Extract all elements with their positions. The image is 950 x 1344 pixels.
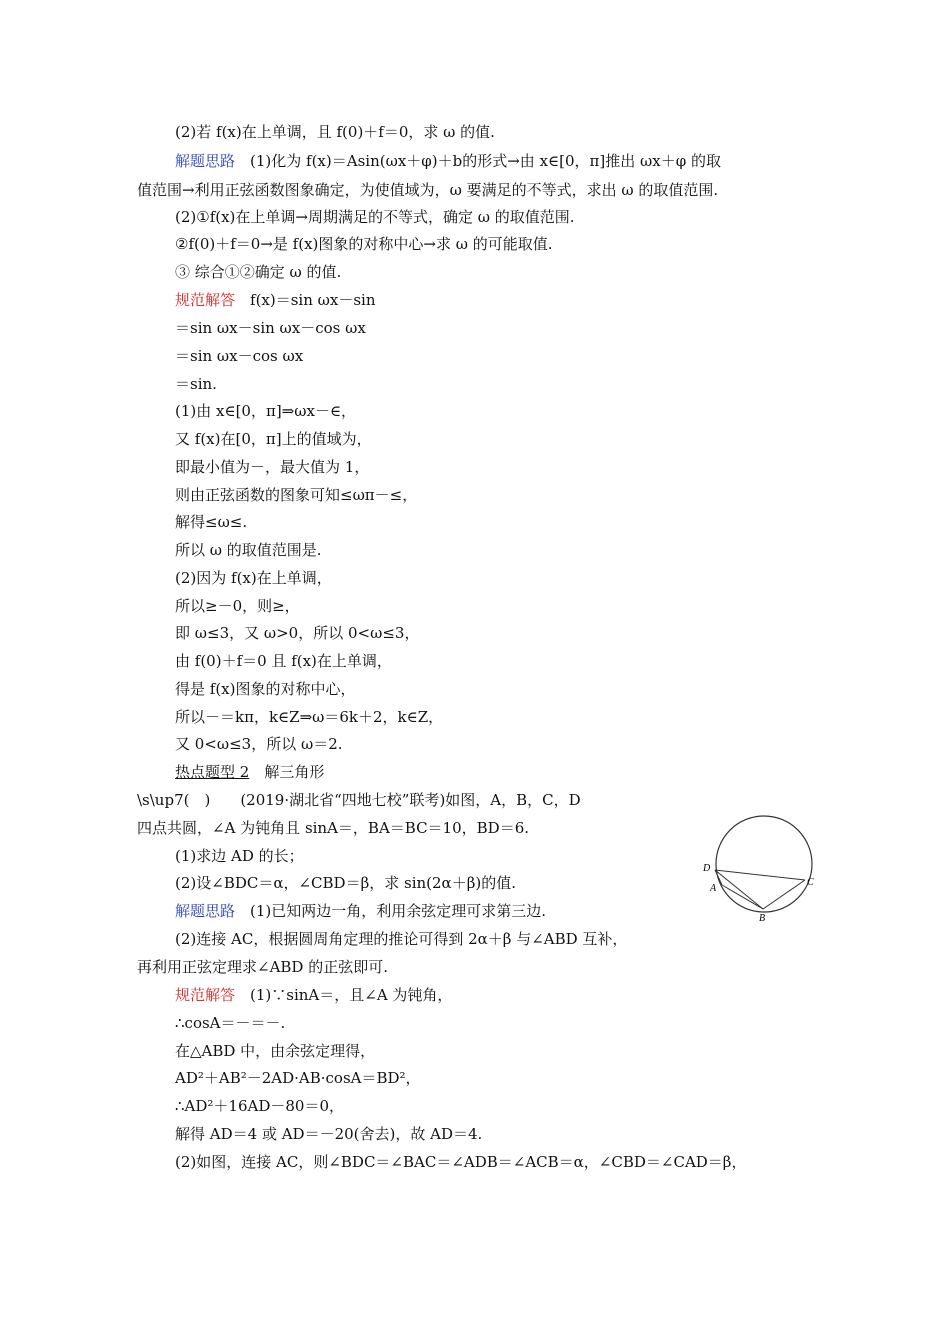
line-text: (1)∵sinA＝，且∠A 为钝角， [235, 986, 453, 1004]
text-line [175, 1124, 482, 1144]
line-text: 由 f(0)＋f＝0 且 f(x)在上单调， [175, 652, 392, 670]
line-text: ＝sin ωx－cos ωx [175, 347, 304, 365]
text-line [175, 929, 627, 949]
section-tag: 规范解答 [175, 291, 236, 309]
line-text: AD²＋AB²－2AD·AB·cosA＝BD²， [175, 1069, 421, 1087]
line-text: ③ 综合①②确定 ω 的值. [175, 263, 342, 281]
line-text: (1)化为 f(x)＝Asin(ωx＋φ)＋b的形式→由 x∈[0，π]推出 ωx＋φ 的取 [235, 152, 721, 170]
text-line [175, 679, 356, 699]
text-line [175, 540, 322, 560]
text-line [175, 122, 495, 142]
text-line [175, 1013, 285, 1033]
text-line [175, 734, 343, 754]
line-text: (2)连接 AC，根据圆周角定理的推论可得到 2α＋β 与∠ABD 互补， [175, 930, 628, 948]
text-line [175, 151, 721, 171]
line-text: 得是 f(x)图象的对称中心， [175, 680, 356, 698]
line-text: 值范围→利用正弦函数图象确定，为使值域为，ω 要满足的不等式，求出 ω 的取值范围. [137, 181, 719, 199]
line-text: (2)如图，连接 AC，则∠BDC＝∠BAC＝∠ADB＝∠ACB＝α，∠CBD＝∠CAD＝β， [175, 1153, 747, 1171]
line-text: (2)因为 f(x)在上单调， [175, 569, 332, 587]
line-text: (1)求边 AD 的长； [175, 847, 304, 865]
line-text: \s\up7( ) (2019·湖北省“四地七校”联考)如图，A，B，C，D [137, 791, 581, 809]
text-line [175, 1041, 375, 1061]
label-c: C [807, 877, 814, 888]
line-text: (2)①f(x)在上单调→周期满足的不等式，确定 ω 的取值范围. [175, 208, 575, 226]
label-d: D [703, 863, 711, 874]
section-tag: 解题思路 [175, 902, 236, 920]
text-line [175, 873, 516, 893]
segment-bc [763, 880, 805, 909]
segment-dc [715, 870, 805, 880]
line-text: 所以 ω 的取值范围是. [175, 541, 322, 559]
circumcircle [716, 816, 812, 912]
line-text: 又 f(x)在[0，π]上的值域为， [175, 430, 372, 448]
text-line [175, 318, 366, 338]
text-line [175, 290, 376, 310]
text-line [175, 1152, 746, 1172]
line-text: ＝sin. [175, 375, 217, 393]
text-line [137, 790, 581, 810]
line-text: (2)设∠BDC＝α，∠CBD＝β，求 sin(2α＋β)的值. [175, 874, 516, 892]
line-text: ∴cosA＝－＝－. [175, 1014, 286, 1032]
label-b: B [759, 913, 766, 924]
text-line [175, 346, 303, 366]
text-line [137, 180, 718, 200]
text-line [175, 457, 369, 477]
text-line [175, 901, 546, 921]
text-line [175, 1096, 344, 1116]
text-line [175, 568, 332, 588]
text-line [137, 957, 388, 977]
line-text: 解得 AD＝4 或 AD＝－20(舍去)，故 AD＝4. [175, 1125, 483, 1143]
section-tag: 热点题型 2 [175, 763, 250, 781]
line-text: 即 ω≤3，又 ω>0，所以 0<ω≤3， [175, 624, 420, 642]
text-line [175, 1068, 421, 1088]
text-line [175, 707, 443, 727]
line-text: ∴AD²＋16AD－80＝0， [175, 1097, 344, 1115]
line-text: (2)若 f(x)在上单调，且 f(0)＋f＝0，求 ω 的值. [175, 123, 495, 141]
section-tag: 解题思路 [175, 152, 236, 170]
label-a: A [710, 883, 717, 894]
text-line [175, 762, 324, 782]
text-line [175, 207, 575, 227]
segment-ab [722, 885, 763, 909]
line-text: 即最小值为－，最大值为 1， [175, 458, 370, 476]
text-line [175, 429, 372, 449]
line-text: ＝sin ωx－sin ωx－cos ωx [175, 319, 366, 337]
section-tag: 规范解答 [175, 986, 236, 1004]
text-line [175, 651, 392, 671]
line-text: 解得≤ω≤. [175, 513, 248, 531]
line-text: 解三角形 [249, 763, 325, 781]
text-line [175, 485, 417, 505]
cyclic-quadrilateral-figure [700, 812, 830, 924]
text-line [175, 374, 217, 394]
text-line [175, 262, 341, 282]
line-text: 所以≥－0，则≥， [175, 597, 300, 615]
line-text: 再利用正弦定理求∠ABD 的正弦即可. [137, 958, 388, 976]
text-line [175, 234, 553, 254]
line-text: (1)已知两边一角，利用余弦定理可求第三边. [235, 902, 547, 920]
text-line [175, 512, 247, 532]
line-text: 四点共圆，∠A 为钝角且 sinA＝，BA＝BC＝10，BD＝6. [137, 819, 530, 837]
text-line [175, 623, 419, 643]
line-text: (1)由 x∈[0，π]⇒ωx－∈， [175, 402, 357, 420]
text-line [175, 401, 356, 421]
line-text: ②f(0)＋f＝0→是 f(x)图象的对称中心→求 ω 的可能取值. [175, 235, 553, 253]
line-text: 则由正弦函数的图象可知≤ωπ－≤， [175, 486, 418, 504]
line-text: 所以－＝kπ，k∈Z⇒ω＝6k＋2，k∈Z， [175, 708, 444, 726]
text-line [175, 985, 452, 1005]
text-line [175, 846, 304, 866]
line-text: 又 0<ω≤3，所以 ω＝2. [175, 735, 343, 753]
line-text: f(x)＝sin ωx－sin [235, 291, 376, 309]
text-line [137, 818, 529, 838]
line-text: 在△ABD 中，由余弦定理得， [175, 1042, 376, 1060]
segment-db [715, 870, 763, 909]
text-line [175, 596, 300, 616]
